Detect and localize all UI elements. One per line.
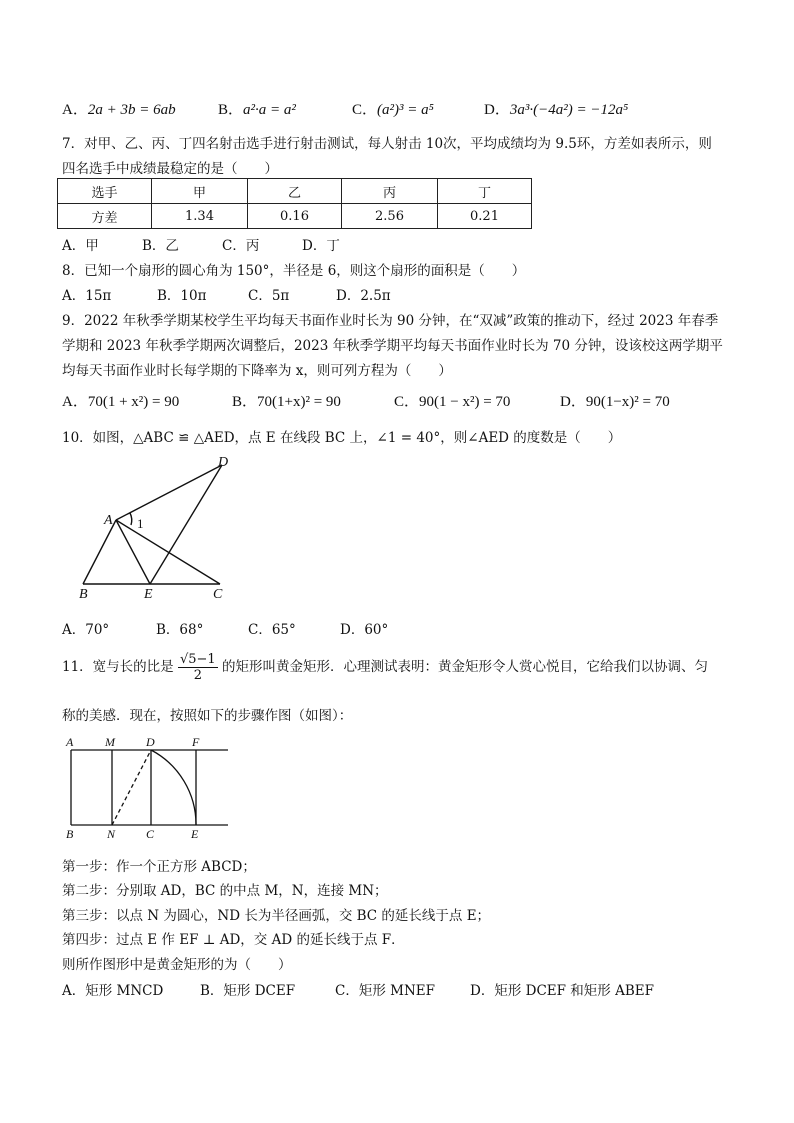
- segment-nd-dashed: [112, 750, 151, 825]
- q11-intro-line1: 11．宽与长的比是 $\frac{√5-1}{2}$ 的矩形叫黄金矩形．心理测试表明：黄金矩形令人赏心悦目，它给我们以协调、匀: [62, 652, 708, 683]
- q7-option-c: C．丙: [222, 238, 260, 254]
- segment-ab: [83, 520, 116, 584]
- table-cell: 1.34: [152, 204, 248, 229]
- point-label-e: E: [144, 587, 153, 602]
- table-cell: 选手: [58, 179, 152, 204]
- q8-option-c: C．5π: [248, 288, 290, 304]
- point-label-f: F: [192, 735, 200, 749]
- q9-option-d: D．90(1−x)² = 70: [560, 394, 670, 410]
- point-label-e: E: [191, 827, 199, 841]
- q9-option-c: C．90(1 − x²) = 70: [394, 394, 511, 410]
- q8-option-a: A．15π: [62, 288, 112, 304]
- point-label-b: B: [66, 827, 74, 841]
- angle-1-label: 1: [137, 516, 144, 531]
- point-label-n: N: [107, 827, 116, 841]
- segment-ae: [116, 520, 150, 584]
- table-row: [58, 179, 532, 204]
- q11-step-1: 第一步：作一个正方形 ABCD；: [62, 859, 256, 875]
- q10-option-c: C．65°: [248, 622, 296, 638]
- q7-option-d: D．丁: [302, 238, 340, 254]
- q7-variance-table: [57, 178, 532, 229]
- arc-de: [151, 750, 196, 825]
- q11-golden-rectangle-figure: [60, 734, 240, 844]
- table-cell: 0.21: [438, 204, 532, 229]
- q6-option-b: B．a²·a = a²: [218, 102, 296, 118]
- golden-ratio-fraction: $\frac{√5-1}{2}$: [179, 652, 216, 683]
- q11-option-b: B．矩形 DCEF: [200, 983, 296, 999]
- q9-option-a: A．70(1 + x²) = 90: [62, 394, 180, 410]
- q6-option-c: C．(a²)³ = a⁵: [352, 102, 434, 118]
- point-label-c: C: [146, 827, 155, 841]
- table-cell: 乙: [248, 179, 342, 204]
- q11-option-a: A．矩形 MNCD: [62, 983, 164, 999]
- point-label-d: D: [218, 455, 229, 470]
- point-label-d: D: [146, 735, 155, 749]
- point-label-a: A: [66, 735, 74, 749]
- q6-option-d: D．3a³·(−4a²) = −12a⁵: [484, 102, 629, 118]
- q8-option-b: B．10π: [157, 288, 207, 304]
- q10-option-d: D．60°: [340, 622, 389, 638]
- q9-stem-line3: 均每天书面作业时长每学期的下降率为 x，则可列方程为（ ）: [62, 363, 452, 379]
- point-label-b: B: [79, 587, 88, 602]
- q11-option-d: D．矩形 DCEF 和矩形 ABEF: [470, 983, 654, 999]
- table-cell: 0.16: [248, 204, 342, 229]
- q10-option-a: A．70°: [62, 622, 110, 638]
- q8-option-d: D．2.5π: [336, 288, 391, 304]
- q9-stem-line1: 9．2022 年秋季学期某校学生平均每天书面作业时长为 90 分钟，在“双减”政策的推动下，经过 2023 年春季: [62, 313, 719, 329]
- segment-ed: [150, 465, 222, 584]
- table-cell: 方差: [58, 204, 152, 229]
- q10-option-b: B．68°: [156, 622, 204, 638]
- q6-option-a: A．2a + 3b = 6ab: [62, 102, 176, 118]
- q11-option-c: C．矩形 MNEF: [335, 983, 435, 999]
- q9-stem-line2: 学期和 2023 年秋季学期两次调整后，2023 年秋季学期平均每天书面作业时长为 70 分钟，设该校这两学期平: [62, 338, 723, 354]
- point-label-c: C: [213, 587, 223, 602]
- q8-stem: 8．已知一个扇形的圆心角为 150°，半径是 6，则这个扇形的面积是（ ）: [62, 263, 526, 279]
- q7-option-a: A．甲: [62, 238, 99, 254]
- table-cell: 丙: [342, 179, 438, 204]
- q10-triangle-figure: [70, 452, 240, 602]
- table-row: [58, 204, 532, 229]
- angle-1-arc: [130, 513, 132, 525]
- q11-step-2: 第二步：分别取 AD，BC 的中点 M，N，连接 MN；: [62, 883, 388, 899]
- table-cell: 甲: [152, 179, 248, 204]
- q10-stem: 10．如图，△ABC ≌ △AED，点 E 在线段 BC 上，∠1 = 40°，则∠AED 的度数是（ ）: [62, 430, 622, 446]
- q7-stem-line2: 四名选手中成绩最稳定的是（ ）: [62, 161, 278, 177]
- table-cell: 丁: [438, 179, 532, 204]
- point-label-m: M: [105, 735, 115, 749]
- table-cell: 2.56: [342, 204, 438, 229]
- q11-step-3: 第三步：以点 N 为圆心，ND 长为半径画弧，交 BC 的延长线于点 E；: [62, 908, 491, 924]
- q11-question: 则所作图形中是黄金矩形的为（ ）: [62, 957, 292, 973]
- q9-option-b: B．70(1+x)² = 90: [232, 394, 341, 410]
- segment-ac: [116, 520, 220, 584]
- q7-option-b: B．乙: [142, 238, 179, 254]
- q7-stem-line1: 7．对甲、乙、丙、丁四名射击选手进行射击测试，每人射击 10次，平均成绩均为 9.5环，方差如表所示，则: [62, 136, 712, 152]
- q11-intro-line2: 称的美感．现在，按照如下的步骤作图（如图）：: [62, 708, 353, 724]
- point-label-a: A: [104, 513, 113, 528]
- q11-step-4: 第四步：过点 E 作 EF ⊥ AD，交 AD 的延长线于点 F．: [62, 932, 405, 948]
